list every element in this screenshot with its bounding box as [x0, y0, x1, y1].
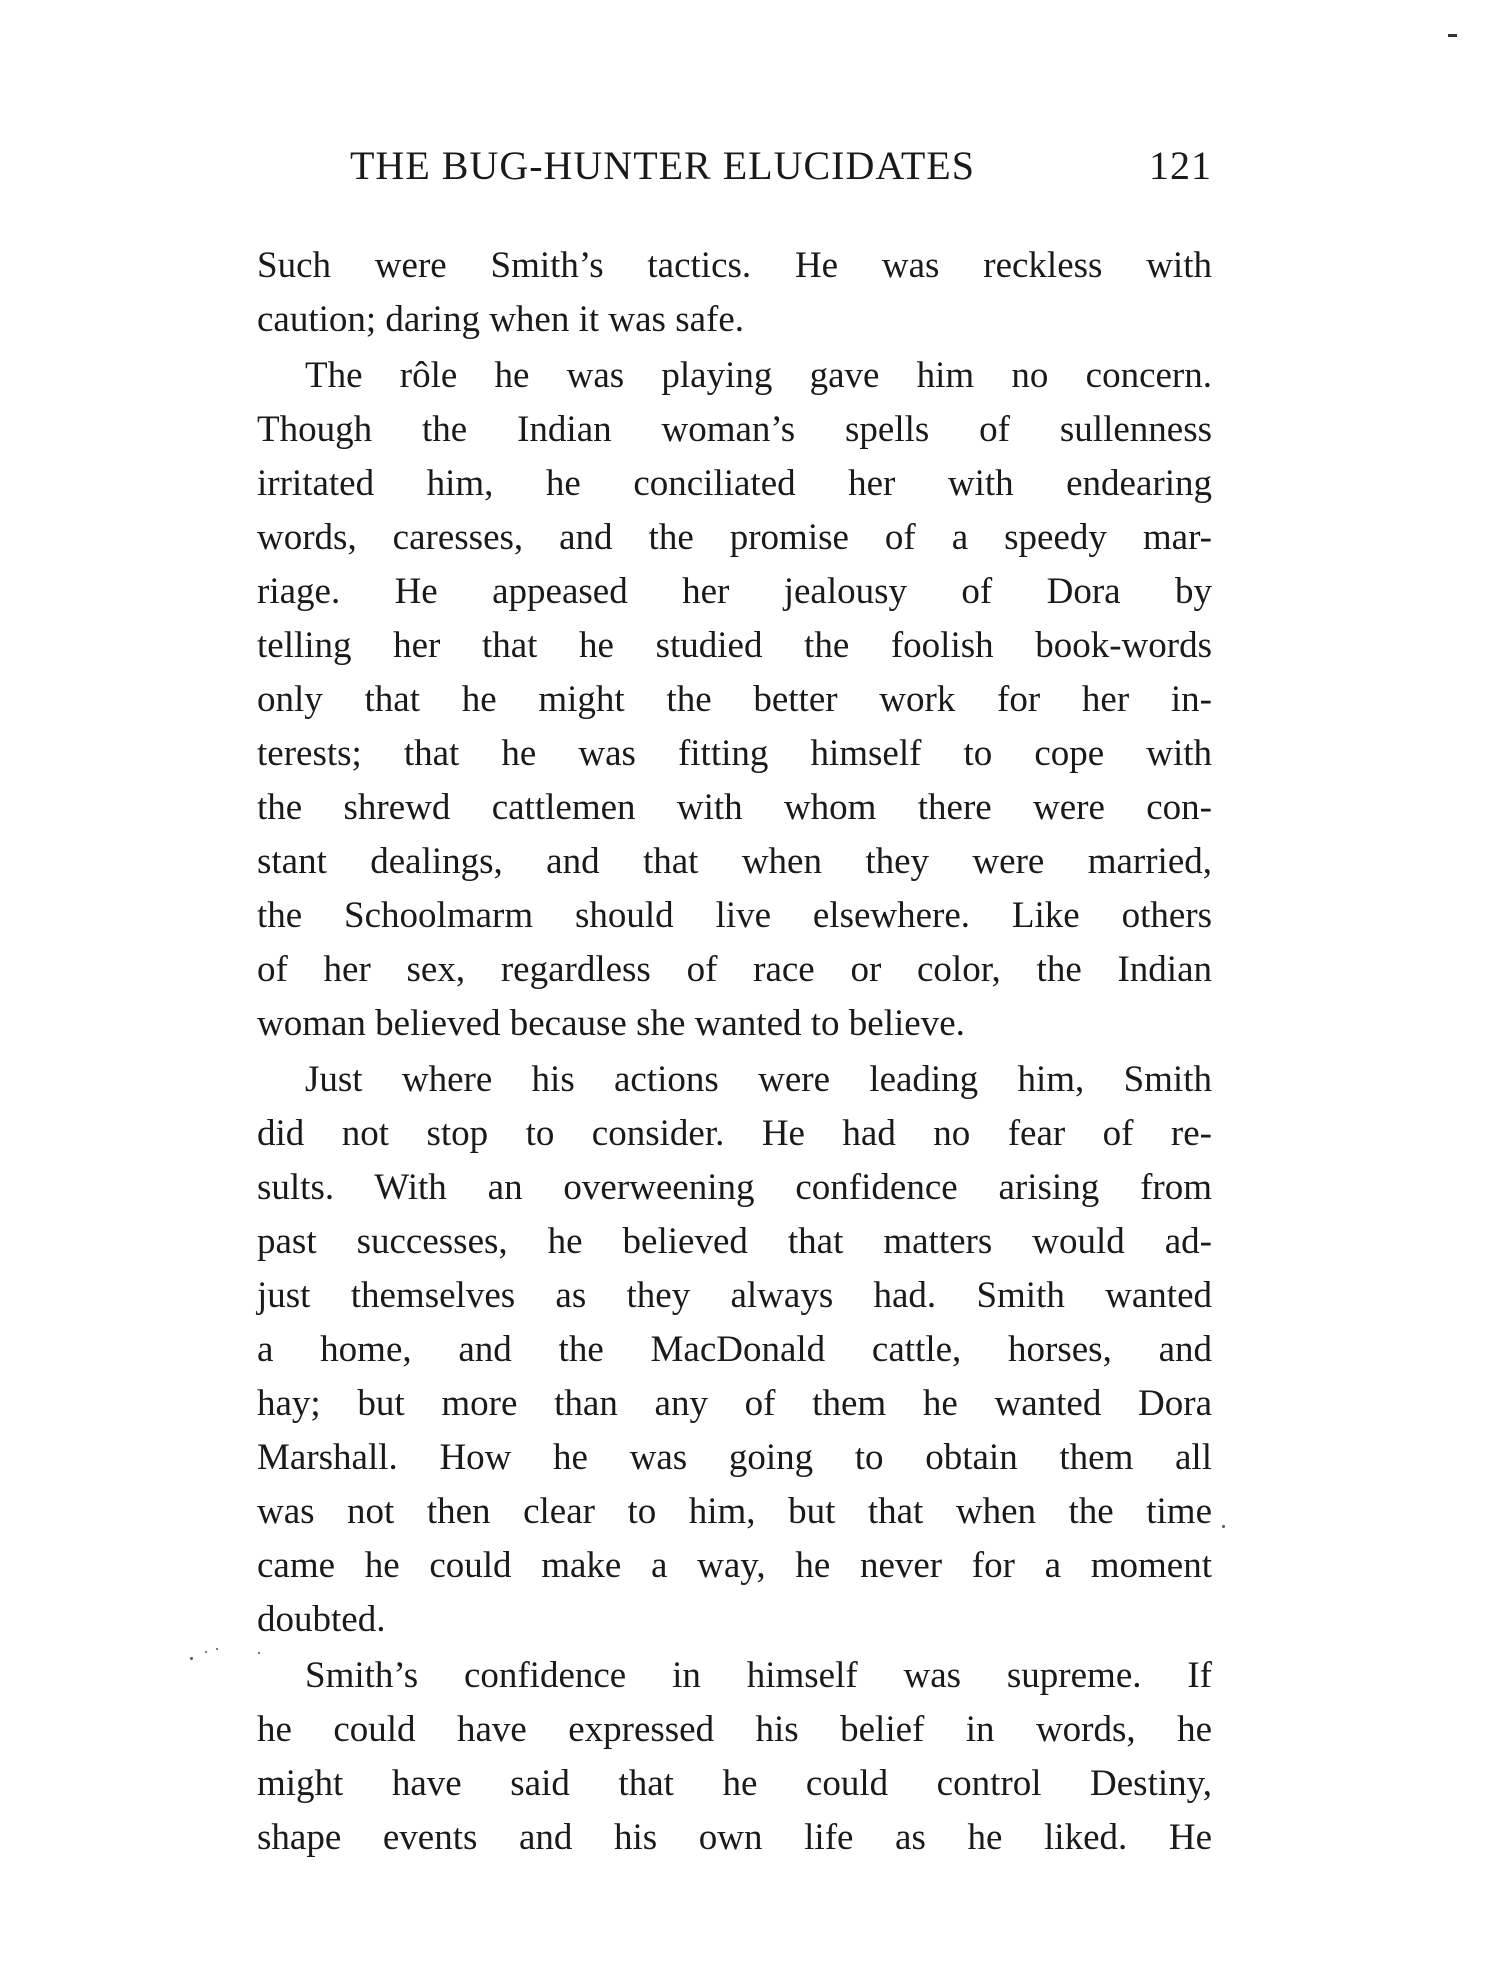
text-line: the Schoolmarm should live elsewhere. Like others	[257, 895, 1212, 936]
text-line: Marshall. How he was going to obtain them all	[257, 1437, 1212, 1478]
text-line: of her sex, regardless of race or color, the Indian	[257, 949, 1212, 990]
scan-speck	[190, 1657, 193, 1660]
chapter-title: THE BUG-HUNTER ELUCIDATES	[350, 143, 975, 188]
text-line: hay; but more than any of them he wanted Dora	[257, 1383, 1212, 1424]
text-line: Though the Indian woman’s spells of sullenness	[257, 409, 1212, 450]
text-line: terests; that he was fitting himself to cope with	[257, 733, 1212, 774]
text-line: Smith’s confidence in himself was supreme. If	[305, 1655, 1212, 1696]
text-line: was not then clear to him, but that when the time	[257, 1491, 1212, 1532]
text-line: Just where his actions were leading him, Smith	[305, 1059, 1212, 1100]
scan-speck	[258, 1652, 260, 1654]
text-line: The rôle he was playing gave him no concern.	[305, 355, 1212, 396]
text-line: a home, and the MacDonald cattle, horses, and	[257, 1329, 1212, 1370]
text-line: caution; daring when it was safe.	[257, 299, 745, 340]
scan-mark	[1448, 34, 1457, 37]
text-line: did not stop to consider. He had no fear of re-	[257, 1113, 1212, 1154]
text-line: came he could make a way, he never for a moment	[257, 1545, 1212, 1586]
text-line: might have said that he could control Destiny,	[257, 1763, 1212, 1804]
text-line: doubted.	[257, 1599, 386, 1640]
scan-speck	[216, 1648, 218, 1650]
text-line: stant dealings, and that when they were married,	[257, 841, 1212, 882]
text-line: woman believed because she wanted to believe.	[257, 1003, 965, 1044]
text-line: Such were Smith’s tactics. He was reckless with	[257, 245, 1212, 286]
scan-speck	[1222, 1525, 1225, 1528]
scan-speck	[205, 1651, 207, 1653]
text-line: the shrewd cattlemen with whom there were con-	[257, 787, 1212, 828]
text-line: shape events and his own life as he liked. He	[257, 1817, 1212, 1858]
text-line: just themselves as they always had. Smith wanted	[257, 1275, 1212, 1316]
text-line: he could have expressed his belief in words, he	[257, 1709, 1212, 1750]
text-line: sults. With an overweening confidence arising from	[257, 1167, 1212, 1208]
running-head	[350, 142, 1212, 192]
text-line: past successes, he believed that matters would ad-	[257, 1221, 1212, 1262]
text-line: telling her that he studied the foolish book-words	[257, 625, 1212, 666]
text-line: riage. He appeased her jealousy of Dora by	[257, 571, 1212, 612]
text-line: words, caresses, and the promise of a speedy mar-	[257, 517, 1212, 558]
text-line: irritated him, he conciliated her with endearing	[257, 463, 1212, 504]
text-line: only that he might the better work for her in-	[257, 679, 1212, 720]
page-number: 121	[1149, 143, 1212, 188]
